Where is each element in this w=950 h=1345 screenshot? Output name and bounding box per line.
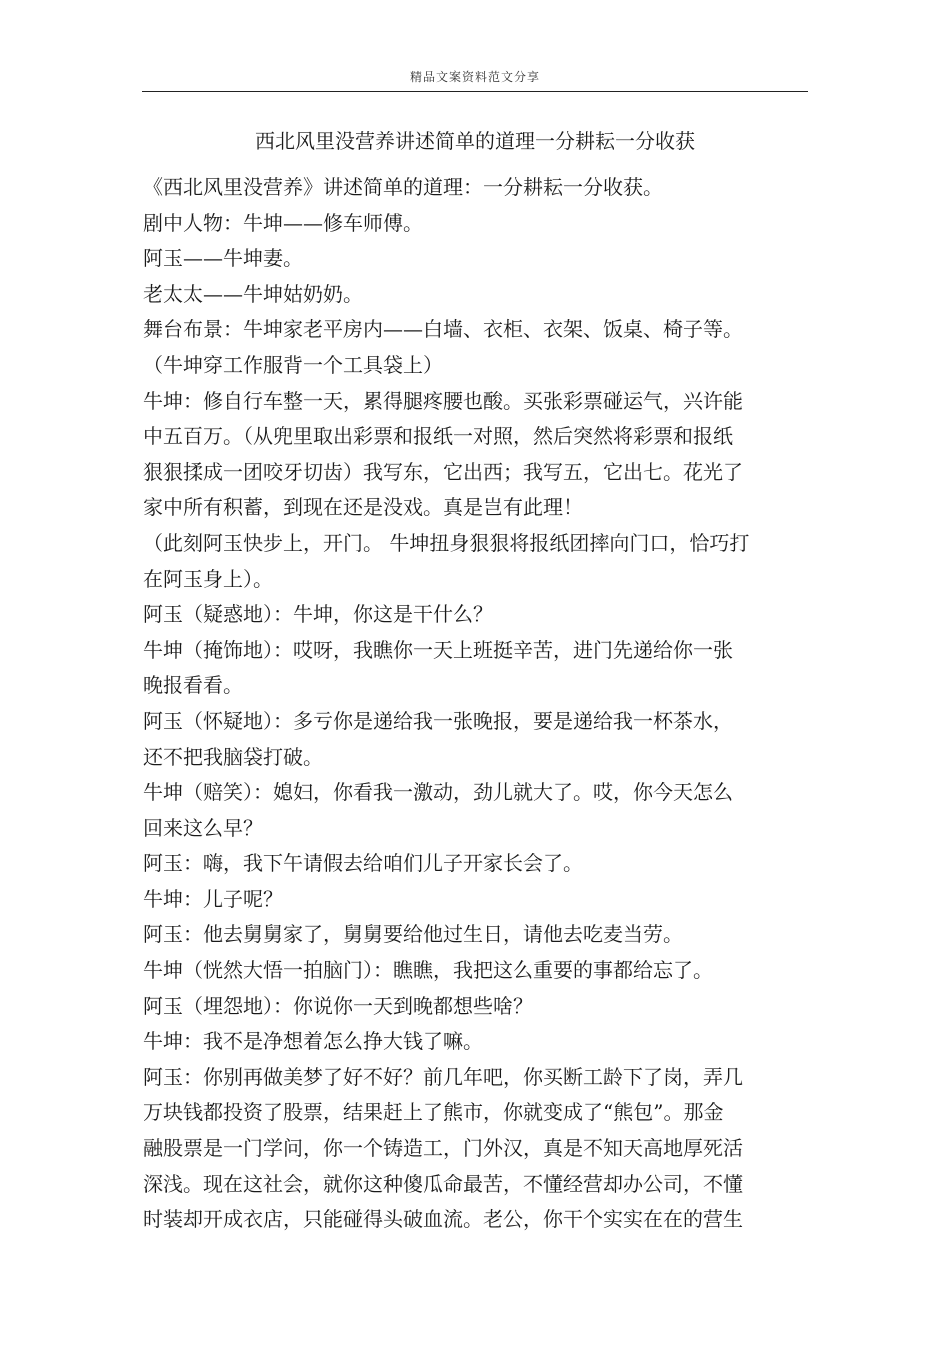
body-line: 融股票是一门学问，你一个铸造工，门外汉，真是不知天高地厚死活 bbox=[143, 1136, 743, 1161]
header-divider bbox=[142, 91, 808, 92]
body-line: 家中所有积蓄，到现在还是没戏。真是岂有此理！ bbox=[143, 495, 583, 520]
body-line: 还不把我脑袋打破。 bbox=[143, 744, 323, 769]
body-line: 深浅。现在这社会，就你这种傻瓜命最苦，不懂经营却办公司，不懂 bbox=[143, 1171, 743, 1196]
body-line: 牛坤：修自行车整一天，累得腿疼腰也酸。买张彩票碰运气，兴许能 bbox=[143, 388, 743, 413]
body-line: （此刻阿玉快步上，开门。 牛坤扭身狠狠将报纸团摔向门口，恰巧打 bbox=[143, 530, 750, 555]
body-line: 阿玉（疑惑地）：牛坤，你这是干什么？ bbox=[143, 602, 493, 627]
body-line: 牛坤（恍然大悟一拍脑门）：瞧瞧，我把这么重要的事都给忘了。 bbox=[143, 958, 713, 983]
document-body bbox=[143, 170, 811, 1238]
document-title: 西北风里没营养讲述简单的道理一分耕耘一分收获 bbox=[255, 129, 695, 153]
body-line: 牛坤：我不是净想着怎么挣大钱了嘛。 bbox=[143, 1029, 483, 1054]
body-line: 狠狠揉成一团咬牙切齿）我写东，它出西；我写五，它出七。花光了 bbox=[143, 459, 743, 484]
body-line: 剧中人物：牛坤——修车师傅。 bbox=[143, 210, 423, 235]
body-line: 牛坤：儿子呢？ bbox=[143, 886, 283, 911]
body-line: 牛坤（赔笑）：媳妇，你看我一激动，劲儿就大了。哎，你今天怎么 bbox=[143, 780, 733, 805]
body-line: 阿玉（埋怨地）：你说你一天到晚都想些啥？ bbox=[143, 993, 533, 1018]
body-line: 晚报看看。 bbox=[143, 673, 243, 698]
body-line: 阿玉（怀疑地）：多亏你是递给我一张晚报，要是递给我一杯茶水， bbox=[143, 708, 733, 733]
body-line: 舞台布景：牛坤家老平房内——白墙、衣柜、衣架、饭桌、椅子等。 bbox=[143, 317, 743, 342]
body-line: 万块钱都投资了股票，结果赶上了熊市，你就变成了“熊包”。那金 bbox=[143, 1100, 724, 1125]
body-line: 阿玉：嗨，我下午请假去给咱们儿子开家长会了。 bbox=[143, 851, 583, 876]
body-line: 回来这么早？ bbox=[143, 815, 263, 840]
body-line: （牛坤穿工作服背一个工具袋上） bbox=[143, 352, 443, 377]
body-line: 在阿玉身上）。 bbox=[143, 566, 273, 591]
page-header: 精品文案资料范文分享 bbox=[409, 70, 540, 84]
body-line: 牛坤（掩饰地）：哎呀，我瞧你一天上班挺辛苦，进门先递给你一张 bbox=[143, 637, 733, 662]
body-line: 阿玉：你别再做美梦了好不好？前几年吧，你买断工龄下了岗，弄几 bbox=[143, 1064, 743, 1089]
body-line: 中五百万。（从兜里取出彩票和报纸一对照，然后突然将彩票和报纸 bbox=[143, 424, 733, 449]
body-line: 阿玉——牛坤妻。 bbox=[143, 246, 303, 271]
body-line: 时装却开成衣店，只能碰得头破血流。老公，你干个实实在在的营生 bbox=[143, 1207, 743, 1232]
body-line: 老太太——牛坤姑奶奶。 bbox=[143, 281, 363, 306]
body-line: 阿玉：他去舅舅家了，舅舅要给他过生日，请他去吃麦当劳。 bbox=[143, 922, 683, 947]
body-line: 《西北风里没营养》讲述简单的道理：一分耕耘一分收获。 bbox=[143, 175, 663, 199]
